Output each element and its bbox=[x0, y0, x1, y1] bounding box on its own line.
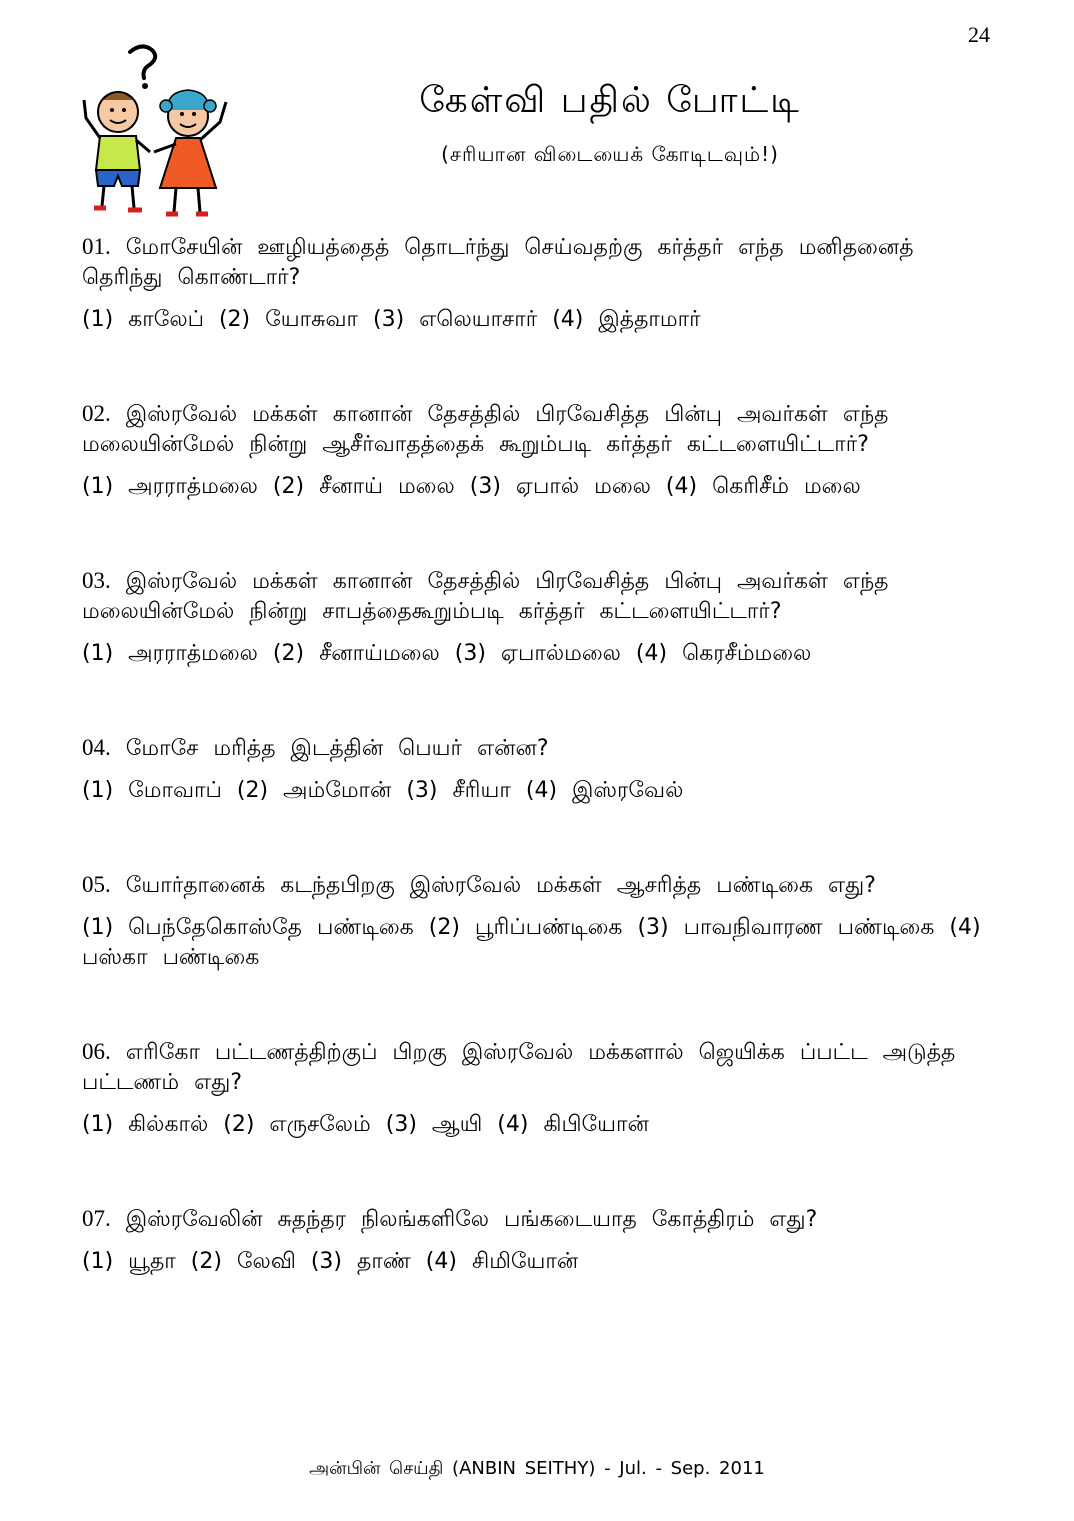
question-number: 02. bbox=[82, 401, 111, 426]
question-item bbox=[82, 733, 987, 806]
question-item bbox=[82, 1204, 987, 1277]
page-title: கேள்வி பதில் போட்டி bbox=[419, 80, 801, 121]
question-options: (1) அரராத்மலை (2) சீனாய்மலை (3) ஏபால்மலை (4) கெரசீம்மலை bbox=[82, 641, 812, 666]
question-list bbox=[82, 232, 987, 1277]
question-number: 03. bbox=[82, 568, 111, 593]
question-item bbox=[82, 870, 987, 973]
question-body: மோசே மரித்த இடத்தின் பெயர் என்ன? bbox=[125, 736, 549, 761]
question-options: (1) யூதா (2) லேவி (3) தாண் (4) சிமியோன் bbox=[82, 1249, 579, 1274]
page-number: 24 bbox=[968, 22, 990, 47]
question-number: 05. bbox=[82, 872, 111, 897]
question-item bbox=[82, 232, 987, 335]
question-options: (1) காலேப் (2) யோசுவா (3) எலெயாசார் (4) இத்தாமார் bbox=[82, 307, 701, 332]
question-text bbox=[82, 733, 987, 764]
question-options: (1) அரராத்மலை (2) சீனாய் மலை (3) ஏபால் மலை (4) கெரிசீம் மலை bbox=[82, 474, 861, 499]
question-text bbox=[82, 870, 987, 901]
question-number: 04. bbox=[82, 735, 111, 760]
question-body: மோசேயின் ஊழியத்தைத் தொடர்ந்து செய்வதற்கு கர்த்தர் எந்த மனிதனைத் தெரிந்து கொண்டார்? bbox=[82, 235, 914, 290]
question-text bbox=[82, 399, 987, 460]
page-footer: அன்பின் செய்தி (ANBIN SEITHY) - Jul. - Sep. 2011 bbox=[309, 1458, 765, 1479]
question-number: 07. bbox=[82, 1206, 111, 1231]
question-item bbox=[82, 566, 987, 669]
question-options: (1) மோவாப் (2) அம்மோன் (3) சீரியா (4) இஸ்ரவேல் bbox=[82, 778, 684, 803]
question-text bbox=[82, 1037, 987, 1098]
question-text bbox=[82, 566, 987, 627]
question-text bbox=[82, 1204, 987, 1235]
question-options: (1) பெந்தேகொஸ்தே பண்டிகை (2) பூரிப்பண்டிகை (3) பாவநிவாரண பண்டிகை (4) பஸ்கா பண்டிகை bbox=[82, 915, 981, 970]
question-options: (1) கில்கால் (2) எருசலேம் (3) ஆயி (4) கிபியோன் bbox=[82, 1112, 649, 1137]
question-body: இஸ்ரவேலின் சுதந்தர நிலங்களிலே பங்கடையாத கோத்திரம் எது? bbox=[125, 1207, 818, 1232]
question-body: யோர்தானைக் கடந்தபிறகு இஸ்ரவேல் மக்கள் ஆசரித்த பண்டிகை எது? bbox=[125, 873, 876, 898]
question-item bbox=[82, 1037, 987, 1140]
question-body: எரிகோ பட்டணத்திற்குப் பிறகு இஸ்ரவேல் மக்களால் ஜெயிக்க ப்பட்ட அடுத்த பட்டணம் எது? bbox=[82, 1040, 956, 1095]
question-number: 06. bbox=[82, 1039, 111, 1064]
question-item bbox=[82, 399, 987, 502]
question-text bbox=[82, 232, 987, 293]
question-body: இஸ்ரவேல் மக்கள் கானான் தேசத்தில் பிரவேசித்த பின்பு அவர்கள் எந்த மலையின்மேல் நின்று ஆசீர்வாதத்தைக் கூறும்படி கர்த்தர் கட்டளையிட்டார்? bbox=[82, 402, 889, 457]
question-body: இஸ்ரவேல் மக்கள் கானான் தேசத்தில் பிரவேசித்த பின்பு அவர்கள் எந்த மலையின்மேல் நின்று சாபத்தைகூறும்படி கர்த்தர் கட்டளையிட்டார்? bbox=[82, 569, 889, 624]
kids-question-illustration bbox=[80, 40, 240, 220]
page-subtitle: (சரியான விடையைக் கோடிடவும்!) bbox=[441, 142, 779, 166]
question-number: 01. bbox=[82, 234, 111, 259]
